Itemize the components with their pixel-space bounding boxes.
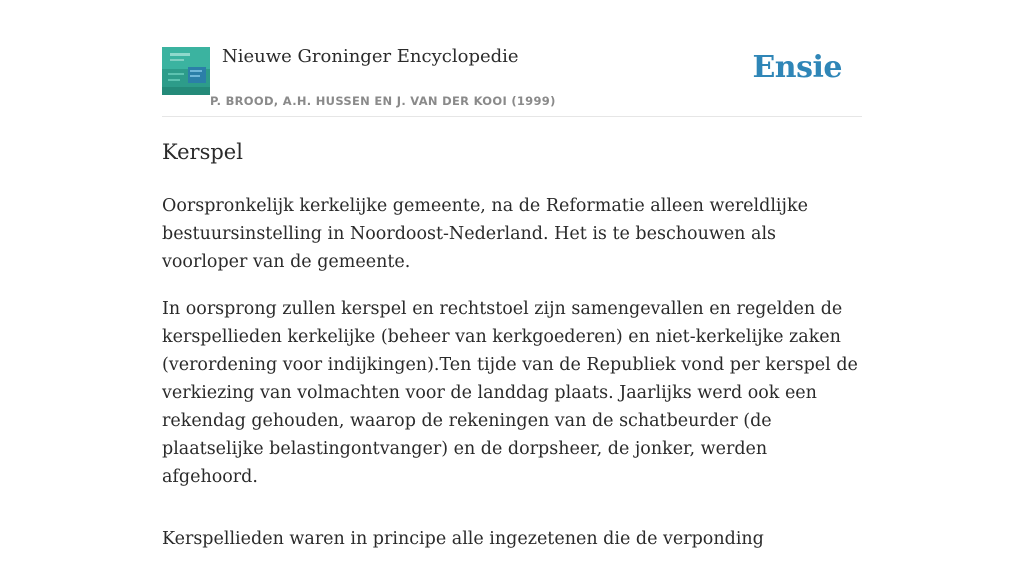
entry-paragraph: Oorspronkelijk kerkelijke gemeente, na de Reformatie alleen wereldlijke bestuursinstelling in Noordoost-Nederland. Het is te beschouwen als voorloper van de gemeente. xyxy=(162,196,808,272)
book-cover-thumbnail[interactable] xyxy=(162,47,210,95)
entry-title: Kerspel xyxy=(162,140,243,164)
book-cover-image xyxy=(162,47,210,95)
header xyxy=(162,0,862,117)
book-title[interactable]: Nieuwe Groninger Encyclopedie xyxy=(222,46,519,67)
book-authors: P. BROOD, A.H. HUSSEN EN J. VAN DER KOOI (1999) xyxy=(210,94,556,108)
entry-body xyxy=(162,192,862,572)
ensie-logo-link[interactable]: Ensie xyxy=(752,50,842,85)
entry-paragraph: In oorsprong zullen kerspel en rechtstoel zijn samengevallen en regelden de kerspellieden kerkelijke (beheer van kerkgoederen) en niet-kerkelijke zaken (verordening voor indijkingen).Ten tijde van de Republiek vond per kerspel de verkiezing van volmachten voor de landdag plaats. Jaarlijks werd ook een rekendag gehouden, waarop de rekeningen van de schatbeurder (de plaatselijke belastingontvanger) en de dorpsheer, de jonker, werden afgehoord. xyxy=(162,299,858,487)
page xyxy=(162,0,862,549)
entry-paragraph: Kerspellieden waren in principe alle ingezetenen die de verponding xyxy=(162,529,764,549)
